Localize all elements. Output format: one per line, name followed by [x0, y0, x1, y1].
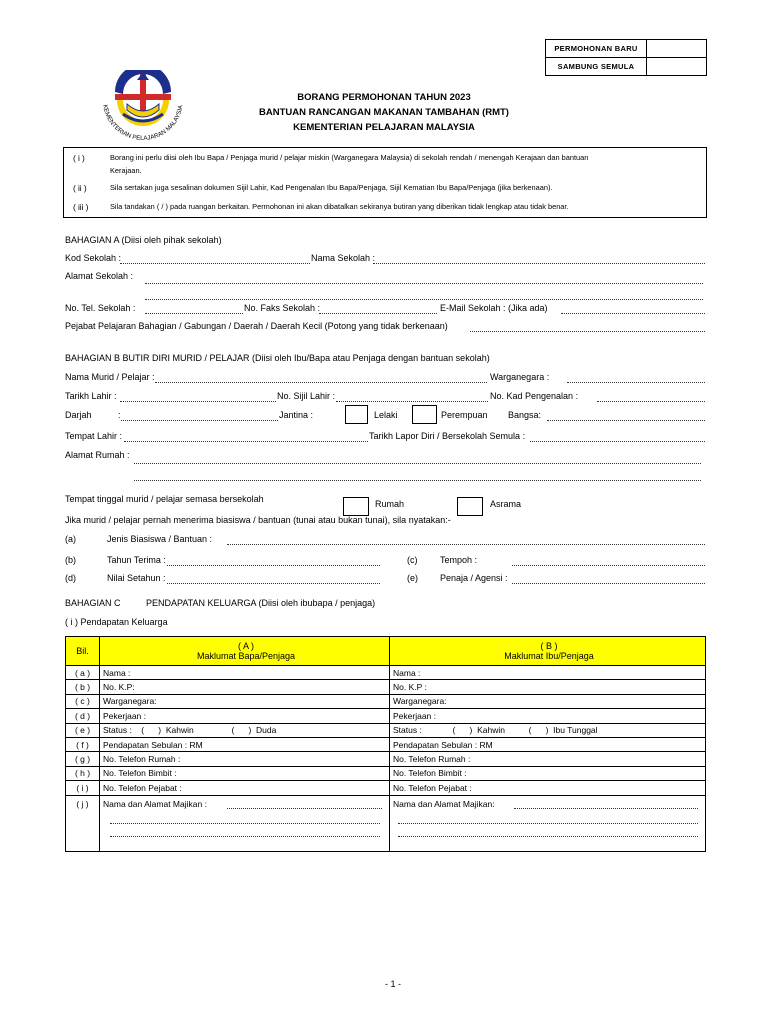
row-number: ( c ) — [66, 694, 100, 708]
no-tel-label: No. Tel. Sekolah : — [65, 303, 136, 313]
section-c-subtitle: PENDAPATAN KELUARGA (Diisi oleh ibubapa / penjaga) — [146, 598, 376, 608]
note-1-number: ( i ) — [73, 153, 85, 163]
alamat-rumah-label: Alamat Rumah : — [65, 450, 130, 460]
lelaki-checkbox[interactable] — [345, 405, 368, 424]
item-d-number: (d) — [65, 573, 76, 583]
item-a-number: (a) — [65, 534, 76, 544]
ibu-majikan-field-1[interactable] — [514, 808, 698, 809]
darjah-field[interactable] — [121, 420, 278, 421]
item-c-number: (c) — [407, 555, 418, 565]
table-row — [66, 680, 706, 694]
bapa-status-cell[interactable]: Status : ( ) Kahwin ( ) Duda — [100, 723, 390, 737]
table-row — [66, 709, 706, 723]
no-sijil-lahir-field[interactable] — [336, 401, 488, 402]
bapa-cell[interactable]: Pekerjaan : — [100, 709, 390, 723]
section-b-title: BAHAGIAN B BUTIR DIRI MURID / PELAJAR (Diisi oleh Ibu/Bapa atau Penjaga dengan bantuan sekolah) — [65, 353, 490, 363]
row-number: ( f ) — [66, 737, 100, 751]
tahun-terima-label: Tahun Terima : — [107, 555, 166, 565]
kod-sekolah-label: Kod Sekolah : — [65, 253, 122, 263]
rumah-label: Rumah — [375, 499, 405, 509]
row-number: ( d ) — [66, 709, 100, 723]
bapa-majikan-label: Nama dan Alamat Majikan : — [103, 798, 207, 809]
warganegara-label: Warganegara : — [490, 372, 550, 382]
asrama-label: Asrama — [490, 499, 522, 509]
note-1-text-cont: Kerajaan. — [110, 166, 142, 175]
alamat-sekolah-label: Alamat Sekolah : — [65, 271, 134, 281]
penaja-field[interactable] — [512, 583, 705, 584]
bapa-header — [100, 637, 390, 666]
row-number: ( e ) — [66, 723, 100, 737]
ibu-majikan-field-2[interactable] — [398, 823, 698, 824]
table-row — [66, 694, 706, 708]
jantina-label: Jantina : — [279, 410, 314, 420]
bapa-majikan-cell[interactable] — [100, 795, 390, 851]
rumah-checkbox[interactable] — [343, 497, 369, 516]
bapa-cell[interactable]: No. K.P: — [100, 680, 390, 694]
item-b-number: (b) — [65, 555, 76, 565]
bapa-cell[interactable]: No. Telefon Bimbit : — [100, 766, 390, 780]
bapa-majikan-field-2[interactable] — [110, 823, 380, 824]
row-number: ( i ) — [66, 781, 100, 795]
application-type-table — [545, 39, 707, 76]
ibu-header — [390, 637, 706, 666]
ibu-header-code: ( B ) — [540, 641, 558, 651]
jenis-biasiswa-label: Jenis Biasiswa / Bantuan : — [107, 534, 213, 544]
table-row — [66, 766, 706, 780]
permohonan-baru-label: PERMOHONAN BARU — [546, 40, 647, 58]
bapa-header-label: Maklumat Bapa/Penjaga — [196, 651, 296, 661]
no-sijil-lahir-label: No. Sijil Lahir : — [277, 391, 336, 401]
perempuan-checkbox[interactable] — [412, 405, 437, 424]
bapa-cell[interactable]: Pendapatan Sebulan : RM — [100, 737, 390, 751]
kod-sekolah-field[interactable] — [120, 263, 310, 264]
bapa-cell[interactable]: No. Telefon Pejabat : — [100, 781, 390, 795]
email-field[interactable] — [561, 313, 705, 314]
tempat-lahir-label: Tempat Lahir : — [65, 431, 123, 441]
ibu-cell[interactable]: Pekerjaan : — [390, 709, 706, 723]
alamat-sekolah-field-2[interactable] — [145, 299, 703, 300]
pejabat-label: Pejabat Pelajaran Bahagian / Gabungan / Daerah / Daerah Kecil (Potong yang tidak berkenaan) — [65, 321, 448, 331]
tempoh-label: Tempoh : — [440, 555, 478, 565]
bapa-majikan-field-1[interactable] — [227, 808, 382, 809]
nama-sekolah-field[interactable] — [373, 263, 705, 264]
penaja-label: Penaja / Agensi : — [440, 573, 508, 583]
table-row — [66, 795, 706, 851]
jenis-biasiswa-field[interactable] — [227, 544, 705, 545]
permohonan-baru-checkbox[interactable] — [647, 40, 707, 58]
tahun-terima-field[interactable] — [167, 565, 380, 566]
tempoh-field[interactable] — [512, 565, 705, 566]
tempat-tinggal-label: Tempat tinggal murid / pelajar semasa bersekolah — [65, 494, 264, 504]
table-row — [66, 781, 706, 795]
perempuan-label: Perempuan — [441, 410, 488, 420]
logo-arc-text: KEMENTERIAN PELAJARAN MALAYSIA — [101, 104, 185, 143]
tempat-lahir-field[interactable] — [124, 441, 368, 442]
note-1-text: Borang ini perlu diisi oleh Ibu Bapa / Penjaga murid / pelajar miskin (Warganegara Malaysia) di sekolah rendah / menengah Kerajaan dan bantuan — [110, 153, 589, 162]
ibu-status-cell[interactable]: Status : ( ) Kahwin ( ) Ibu Tunggal — [390, 723, 706, 737]
asrama-checkbox[interactable] — [457, 497, 483, 516]
bangsa-label: Bangsa: — [508, 410, 542, 420]
bapa-cell[interactable]: Nama : — [100, 666, 390, 680]
warganegara-field[interactable] — [567, 382, 705, 383]
alamat-rumah-field-2[interactable] — [134, 480, 701, 481]
tarikh-lapor-field[interactable] — [530, 441, 705, 442]
row-number: ( j ) — [66, 795, 100, 851]
nilai-setahun-label: Nilai Setahun : — [107, 573, 166, 583]
pejabat-field[interactable] — [470, 331, 705, 332]
no-tel-field[interactable] — [145, 313, 243, 314]
ibu-cell[interactable]: Warganegara: — [390, 694, 706, 708]
email-label: E-Mail Sekolah : (Jika ada) — [440, 303, 548, 313]
family-income-table — [65, 636, 706, 852]
table-row — [66, 723, 706, 737]
ibu-majikan-cell[interactable] — [390, 795, 706, 851]
alamat-rumah-field-1[interactable] — [134, 463, 701, 464]
section-c-title: BAHAGIAN C — [65, 598, 121, 608]
nama-murid-field[interactable] — [155, 382, 487, 383]
form-subtitle: BANTUAN RANCANGAN MAKANAN TAMBAHAN (RMT) — [259, 107, 509, 118]
table-row — [66, 666, 706, 680]
sambung-semula-label: SAMBUNG SEMULA — [546, 58, 647, 76]
ibu-cell[interactable]: No. K.P : — [390, 680, 706, 694]
pendapatan-keluarga-heading: ( i ) Pendapatan Keluarga — [65, 617, 168, 627]
nama-sekolah-label: Nama Sekolah : — [311, 253, 376, 263]
tarikh-lapor-label: Tarikh Lapor Diri / Bersekolah Semula : — [369, 431, 526, 441]
item-e-number: (e) — [407, 573, 418, 583]
no-faks-label: No. Faks Sekolah : — [244, 303, 321, 313]
bil-header: Bil. — [66, 637, 100, 666]
ibu-cell[interactable]: No. Telefon Pejabat : — [390, 781, 706, 795]
bapa-majikan-field-3[interactable] — [110, 836, 380, 837]
alamat-sekolah-field-1[interactable] — [145, 283, 703, 284]
biasiswa-question: Jika murid / pelajar pernah menerima biasiswa / bantuan (tunai atau bukan tunai), sila nyatakan:- — [65, 515, 451, 525]
lelaki-label: Lelaki — [374, 410, 398, 420]
bapa-cell[interactable]: No. Telefon Rumah : — [100, 752, 390, 766]
darjah-label: Darjah — [65, 410, 92, 420]
note-3-number: ( iii ) — [73, 202, 89, 212]
row-number: ( g ) — [66, 752, 100, 766]
ibu-header-label: Maklumat Ibu/Penjaga — [504, 651, 594, 661]
darjah-colon: : — [118, 410, 121, 420]
table-row — [66, 752, 706, 766]
row-number: ( a ) — [66, 666, 100, 680]
ibu-majikan-label: Nama dan Alamat Majikan: — [393, 798, 495, 809]
nama-murid-label: Nama Murid / Pelajar : — [65, 372, 155, 382]
bapa-cell[interactable]: Warganegara: — [100, 694, 390, 708]
no-faks-field[interactable] — [319, 313, 437, 314]
ibu-majikan-field-3[interactable] — [398, 836, 698, 837]
table-row — [66, 737, 706, 751]
note-3-text: Sila tandakan ( / ) pada ruangan berkaitan. Permohonan ini akan dibatalkan sekiranya butiran yang diberikan tidak lengkap atau tidak benar. — [110, 202, 569, 211]
ministry-name: KEMENTERIAN PELAJARAN MALAYSIA — [293, 122, 475, 133]
bapa-header-code: ( A ) — [237, 641, 254, 651]
note-2-number: ( ii ) — [73, 183, 87, 193]
nilai-setahun-field[interactable] — [167, 583, 380, 584]
ibu-cell[interactable]: Nama : — [390, 666, 706, 680]
page-number: - 1 - — [384, 979, 401, 989]
ibu-cell[interactable]: Pendapatan Sebulan : RM — [390, 737, 706, 751]
tarikh-lahir-label: Tarikh Lahir : — [65, 391, 117, 401]
no-kad-field[interactable] — [597, 401, 705, 402]
row-number: ( b ) — [66, 680, 100, 694]
tarikh-lahir-field[interactable] — [120, 401, 276, 402]
bangsa-field[interactable] — [547, 420, 705, 421]
note-2-text: Sila sertakan juga sesalinan dokumen Sijil Lahir, Kad Pengenalan Ibu Bapa/Penjaga, Sijil Kematian Ibu Bapa/Penjaga (jika berkenaan). — [110, 183, 553, 192]
sambung-semula-checkbox[interactable] — [647, 58, 707, 76]
row-number: ( h ) — [66, 766, 100, 780]
ibu-cell[interactable]: No. Telefon Bimbit : — [390, 766, 706, 780]
no-kad-label: No. Kad Pengenalan : — [490, 391, 579, 401]
section-a-title: BAHAGIAN A (Diisi oleh pihak sekolah) — [65, 235, 222, 245]
form-title: BORANG PERMOHONAN TAHUN 2023 — [297, 92, 471, 103]
ibu-cell[interactable]: No. Telefon Rumah : — [390, 752, 706, 766]
